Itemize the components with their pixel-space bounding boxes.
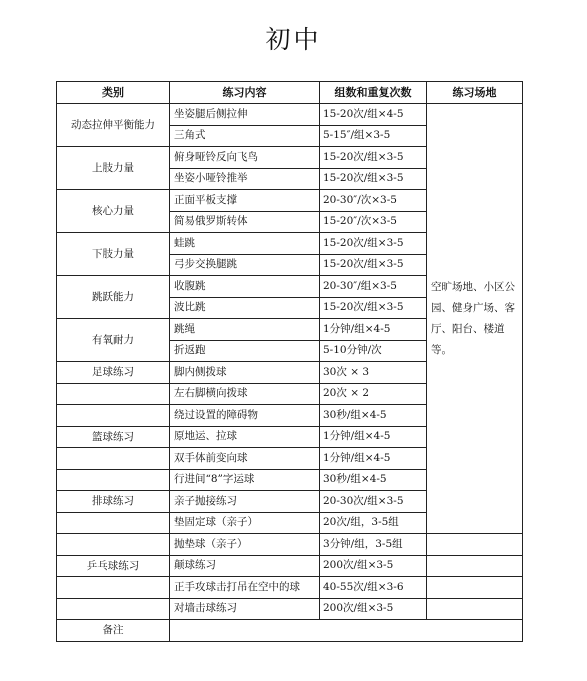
reps-cell: 30秒/组×4-5 xyxy=(320,405,427,427)
category-cell: 排球练习 xyxy=(57,491,170,513)
exercise-cell: 正面平板支撑 xyxy=(170,190,320,212)
category-cell: 足球练习 xyxy=(57,362,170,384)
header-category: 类别 xyxy=(57,82,170,104)
table-row xyxy=(57,577,523,599)
category-cell: 有氧耐力 xyxy=(57,319,170,362)
exercise-cell: 左右脚横向拨球 xyxy=(170,383,320,405)
training-table xyxy=(56,81,523,642)
venue-cell-empty xyxy=(427,598,523,620)
exercise-cell: 坐姿腿后侧拉伸 xyxy=(170,104,320,126)
reps-cell: 20次 × 2 xyxy=(320,383,427,405)
category-cell-empty xyxy=(57,469,170,491)
reps-cell: 3分钟/组，3-5组 xyxy=(320,534,427,556)
reps-cell: 30秒/组×4-5 xyxy=(320,469,427,491)
exercise-cell: 绕过设置的障碍物 xyxy=(170,405,320,427)
reps-cell: 40-55次/组×3-6 xyxy=(320,577,427,599)
reps-cell: 15-20次/组×4-5 xyxy=(320,104,427,126)
category-cell: 核心力量 xyxy=(57,190,170,233)
category-cell-empty xyxy=(57,383,170,405)
venue-cell-empty xyxy=(427,534,523,556)
reps-cell: 1分钟/组×4-5 xyxy=(320,448,427,470)
reps-cell: 20-30″/组×3-5 xyxy=(320,276,427,298)
category-cell-empty xyxy=(57,448,170,470)
reps-cell: 200次/组×3-5 xyxy=(320,555,427,577)
category-cell-empty xyxy=(57,534,170,556)
exercise-cell: 抛垫球（亲子） xyxy=(170,534,320,556)
remarks-row xyxy=(57,620,523,642)
exercise-cell: 原地运、拉球 xyxy=(170,426,320,448)
reps-cell: 20-30″/次×3-5 xyxy=(320,190,427,212)
category-cell-empty xyxy=(57,577,170,599)
table-row xyxy=(57,104,523,126)
category-cell: 跳跃能力 xyxy=(57,276,170,319)
exercise-cell: 对墙击球练习 xyxy=(170,598,320,620)
header-reps: 组数和重复次数 xyxy=(320,82,427,104)
exercise-cell: 蛙跳 xyxy=(170,233,320,255)
reps-cell: 15-20″/次×3-5 xyxy=(320,211,427,233)
reps-cell: 15-20次/组×3-5 xyxy=(320,254,427,276)
venue-cell-empty xyxy=(427,555,523,577)
category-cell: 上肢力量 xyxy=(57,147,170,190)
reps-cell: 15-20次/组×3-5 xyxy=(320,168,427,190)
reps-cell: 5-10分钟/次 xyxy=(320,340,427,362)
header-content: 练习内容 xyxy=(170,82,320,104)
category-cell: 动态拉伸平衡能力 xyxy=(57,104,170,147)
exercise-cell: 跳绳 xyxy=(170,319,320,341)
table-row xyxy=(57,598,523,620)
exercise-cell: 简易俄罗斯转体 xyxy=(170,211,320,233)
exercise-cell: 脚内侧拨球 xyxy=(170,362,320,384)
category-cell-empty xyxy=(57,512,170,534)
reps-cell: 15-20次/组×3-5 xyxy=(320,233,427,255)
reps-cell: 200次/组×3-5 xyxy=(320,598,427,620)
table-header-row xyxy=(57,82,523,104)
exercise-cell: 三角式 xyxy=(170,125,320,147)
exercise-cell: 收腹跳 xyxy=(170,276,320,298)
exercise-cell: 行进间“8”字运球 xyxy=(170,469,320,491)
page-title: 初中 xyxy=(265,25,322,54)
category-cell: 乒乓球练习 xyxy=(57,555,170,577)
table-row xyxy=(57,555,523,577)
exercise-cell: 波比跳 xyxy=(170,297,320,319)
exercise-cell: 垫固定球（亲子） xyxy=(170,512,320,534)
category-cell: 篮球练习 xyxy=(57,426,170,448)
remarks-value xyxy=(170,620,523,642)
exercise-cell: 双手体前变向球 xyxy=(170,448,320,470)
reps-cell: 1分钟/组×4-5 xyxy=(320,319,427,341)
header-venue: 练习场地 xyxy=(427,82,523,104)
reps-cell: 30次 × 3 xyxy=(320,362,427,384)
reps-cell: 15-20次/组×3-5 xyxy=(320,297,427,319)
category-cell: 下肢力量 xyxy=(57,233,170,276)
exercise-cell: 亲子抛接练习 xyxy=(170,491,320,513)
table-row xyxy=(57,534,523,556)
exercise-cell: 俯身哑铃反向飞鸟 xyxy=(170,147,320,169)
reps-cell: 20-30次/组×3-5 xyxy=(320,491,427,513)
reps-cell: 5-15″/组×3-5 xyxy=(320,125,427,147)
reps-cell: 1分钟/组×4-5 xyxy=(320,426,427,448)
venue-cell-empty xyxy=(427,577,523,599)
venue-cell: 空旷场地、小区公园、健身广场、客厅、阳台、楼道等。 xyxy=(427,104,523,534)
category-cell-empty xyxy=(57,598,170,620)
reps-cell: 15-20次/组×3-5 xyxy=(320,147,427,169)
exercise-cell: 正手攻球击打吊在空中的球 xyxy=(170,577,320,599)
exercise-cell: 弓步交换腿跳 xyxy=(170,254,320,276)
exercise-cell: 坐姿小哑铃推举 xyxy=(170,168,320,190)
exercise-cell: 颠球练习 xyxy=(170,555,320,577)
exercise-cell: 折返跑 xyxy=(170,340,320,362)
category-cell-empty xyxy=(57,405,170,427)
reps-cell: 20次/组，3-5组 xyxy=(320,512,427,534)
remarks-label: 备注 xyxy=(57,620,170,642)
